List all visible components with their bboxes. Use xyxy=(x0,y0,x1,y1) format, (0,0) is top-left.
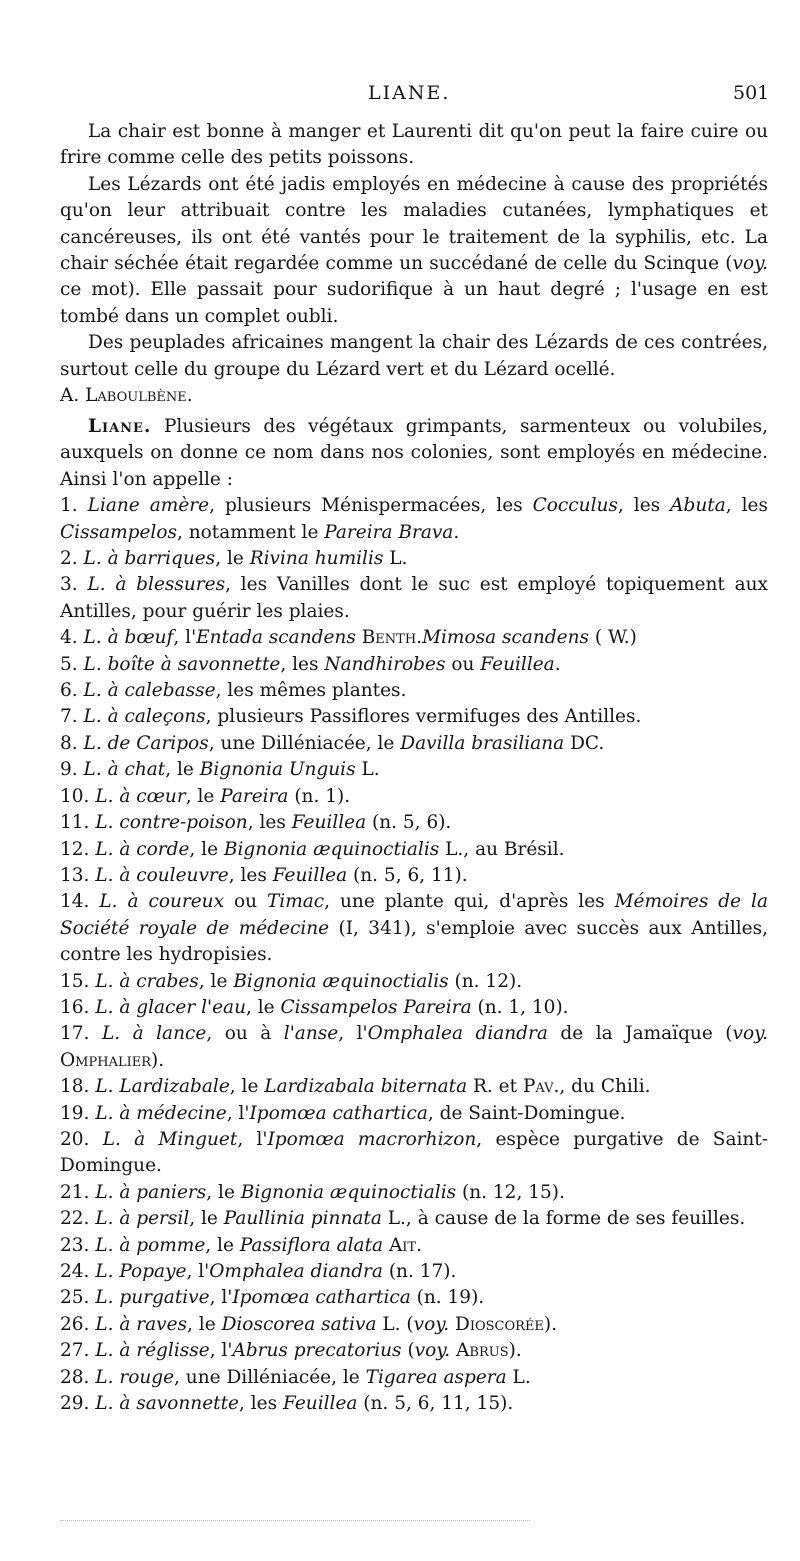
small-caps-run: Dioscorée xyxy=(455,1313,544,1335)
item-number: 19. xyxy=(60,1102,96,1124)
text-run: (I, 341), s'emploie avec succès aux Antilles, contre les hydropisies. xyxy=(60,917,768,966)
item-name: L. à coureux xyxy=(99,891,225,913)
paragraph: La chair est bonne à manger et Laurenti dit qu'on peut la faire cuire ou frire comme celle des petits poissons. xyxy=(60,121,768,169)
italic-run: Passiflora alata xyxy=(239,1234,384,1256)
item-name: L. boîte à savonnette xyxy=(83,653,281,675)
list-item xyxy=(60,1101,768,1127)
list-item xyxy=(60,995,768,1021)
text-run: , notamment le xyxy=(176,521,325,543)
item-name: L. purgative xyxy=(95,1287,210,1309)
small-caps-run: Ait. xyxy=(388,1234,422,1256)
italic-run: Bignonia Unguis xyxy=(199,759,356,781)
text-run: , le xyxy=(185,785,221,807)
item-number: 26. xyxy=(60,1313,96,1335)
text-run: , espèce purgative de Saint-Domingue. xyxy=(60,1128,768,1177)
italic-run: Dioscorea sativa xyxy=(221,1313,377,1335)
list-item xyxy=(60,1312,768,1338)
text-run: , ou à xyxy=(206,1023,284,1045)
list-item xyxy=(60,1074,768,1100)
item-number: 22. xyxy=(60,1208,96,1230)
text-run: , le xyxy=(215,548,250,570)
text-run: , l' xyxy=(237,1128,268,1150)
item-number: 24. xyxy=(60,1261,96,1282)
item-number: 28. xyxy=(60,1366,96,1388)
italic-run: Bignonia æquinoctialis xyxy=(240,1181,457,1203)
item-number: 6. xyxy=(60,680,84,702)
text-run: , du Chili. xyxy=(559,1076,651,1098)
text-run: , une Dilléniacée, le xyxy=(208,732,401,754)
text-run: L. xyxy=(383,548,408,570)
text-run: , les Vanilles dont le suc est employé topiquement aux Antilles, pour guérir les plaies. xyxy=(60,574,768,622)
text-run: , le xyxy=(189,1208,224,1230)
italic-run: Feuillea xyxy=(480,653,555,675)
italic-run: Paullinia pinnata xyxy=(223,1208,382,1230)
item-number: 2. xyxy=(60,548,84,570)
text-run: . xyxy=(554,653,561,675)
text-run: W.) xyxy=(602,627,637,649)
small-caps-run: Abrus xyxy=(456,1340,509,1362)
text-run: , l' xyxy=(226,1102,250,1124)
text-run: , de Saint-Domingue. xyxy=(427,1102,626,1124)
text-run: , le xyxy=(189,838,224,860)
list-item xyxy=(60,493,768,546)
italic-run: Bignonia æquinoctialis xyxy=(223,838,440,860)
italic-run: Abrus precatorius xyxy=(232,1340,402,1362)
text-run: L., au Brésil. xyxy=(439,838,565,860)
text-run: , une Dilléniacée, le xyxy=(174,1366,366,1388)
list-item xyxy=(60,1259,768,1285)
list-item xyxy=(60,625,768,651)
text-run: , le xyxy=(246,996,281,1018)
running-title: LIANE. xyxy=(368,82,451,104)
list-item xyxy=(60,837,768,863)
text-run: , l' xyxy=(338,1023,368,1045)
item-name: L. à Minguet xyxy=(102,1128,238,1150)
list-item xyxy=(60,1233,768,1259)
author-signature: A. Laboulbène. xyxy=(60,385,193,407)
italic-run: Feuillea xyxy=(272,864,348,886)
list-item xyxy=(60,1127,768,1180)
text-run: , l' xyxy=(209,1287,233,1309)
list-item xyxy=(60,1365,768,1391)
item-number: 17. xyxy=(60,1023,102,1045)
italic-run: Abuta xyxy=(670,495,726,517)
item-number: 3. xyxy=(60,574,88,596)
italic-run: l'anse xyxy=(283,1023,339,1045)
text-run: ). xyxy=(508,1340,522,1362)
text-run: , les xyxy=(247,812,292,834)
text-run: Les Lézards ont été jadis employés en médecine à cause des propriétés qu'on leur attribuait contre les maladies cutanées, lymphatiques et cancéreuses, ils ont été vantés pour le traitement de la syphilis, etc. La chair séchée était regardée comme un succédané de celle du Scinque ( xyxy=(60,173,768,275)
item-name: L. à chat xyxy=(83,759,166,781)
list-item xyxy=(60,572,768,625)
item-number: 20. xyxy=(60,1128,103,1150)
italic-run: Lardizabala biternata xyxy=(264,1076,468,1098)
item-name: L. à réglisse xyxy=(95,1340,210,1362)
list-item xyxy=(60,652,768,678)
text-run: , les xyxy=(228,864,273,886)
item-name: L. contre-poison xyxy=(95,812,248,834)
item-name: L. à cœur xyxy=(95,785,186,807)
text-run: ou xyxy=(224,891,267,913)
text-run: ou xyxy=(445,653,481,675)
small-caps-run: Pav. xyxy=(522,1076,560,1098)
intro-text: Plusieurs des végétaux grimpants, sarmenteux ou volubiles, auxquels on donne ce nom dans nos colonies, sont employés en médecine. Ainsi l'on appelle : xyxy=(60,416,768,490)
text-run: , l' xyxy=(173,627,197,649)
item-name: L. à crabes xyxy=(95,970,199,992)
text-run: , les xyxy=(725,495,768,517)
item-name: L. à lance xyxy=(101,1023,207,1045)
text-run: ce mot). Elle passait pour sudorifique à un haut degré ; l'usage en est tombé dans un complet oubli. xyxy=(60,279,768,327)
list-item xyxy=(60,1021,768,1074)
item-name: L. de Caripos xyxy=(83,732,209,754)
item-name: L. Lardizabale xyxy=(95,1076,230,1098)
item-name: L. à savonnette xyxy=(95,1393,239,1415)
list-item xyxy=(60,1206,768,1232)
page-header xyxy=(0,80,800,110)
text-run: (n. 17). xyxy=(382,1261,457,1282)
headword: Liane. xyxy=(88,416,152,437)
text-run: (n. 1, 10). xyxy=(471,996,569,1018)
list-item xyxy=(60,704,768,730)
text-run: , le xyxy=(198,970,234,992)
item-number: 21. xyxy=(60,1181,96,1203)
text-run: ). xyxy=(543,1313,558,1335)
item-number: 5. xyxy=(60,653,84,675)
list-item xyxy=(60,757,768,783)
liane-list xyxy=(60,493,768,1417)
text-run: (n. 5, 6, 11). xyxy=(347,864,468,886)
item-name: L. à persil xyxy=(95,1208,190,1230)
text-run: , les xyxy=(238,1393,283,1415)
italic-run: Bignonia æquinoctialis xyxy=(233,970,449,992)
italic-run: voy. xyxy=(414,1340,451,1362)
list-item xyxy=(60,546,768,572)
italic-run: Mimosa scandens xyxy=(422,627,590,649)
italic-run: Ipomœa cathartica xyxy=(232,1287,411,1309)
paragraph xyxy=(60,172,768,330)
paragraph: Des peuplades africaines mangent la chair des Lézards de ces contrées, surtout celle du groupe du Lézard vert et du Lézard ocellé. xyxy=(60,332,768,380)
text-run: (n. 5, 6). xyxy=(366,812,452,834)
text-run: (n. 5, 6, 11, 15). xyxy=(357,1393,514,1415)
italic-run: Timac xyxy=(266,891,325,913)
italic-run: voy. xyxy=(732,253,768,275)
text-run: (n. 1). xyxy=(288,785,351,807)
item-name: L. à pomme xyxy=(95,1234,206,1256)
list-item xyxy=(60,889,768,968)
item-name: L. à caleçons xyxy=(83,706,206,728)
italic-run: Ipomœa cathartica xyxy=(249,1102,428,1124)
italic-run: voy. xyxy=(413,1313,450,1335)
footer-rule xyxy=(60,1520,530,1521)
italic-run: Entada scandens xyxy=(196,627,356,649)
item-number: 7. xyxy=(60,706,84,728)
italic-run: Nandhirobes xyxy=(324,653,446,675)
lezard-entry-end xyxy=(60,119,768,409)
item-name: L. rouge xyxy=(95,1366,175,1388)
list-item xyxy=(60,863,768,889)
item-name: L. à raves xyxy=(95,1313,188,1335)
liane-entry xyxy=(60,414,768,1417)
small-caps-run: Benth. xyxy=(361,627,423,649)
list-item xyxy=(60,1285,768,1311)
item-name: L. à médecine xyxy=(95,1102,227,1124)
list-item xyxy=(60,731,768,757)
italic-run: Cocculus xyxy=(532,495,618,517)
text-run: L. xyxy=(355,759,380,781)
item-number: 18. xyxy=(60,1076,96,1098)
list-item xyxy=(60,810,768,836)
text-run: , plusieurs Ménispermacées, les xyxy=(209,495,533,517)
text-run: , plusieurs Passiflores vermifuges des Antilles. xyxy=(205,706,642,728)
item-name: L. à calebasse xyxy=(83,680,216,702)
item-name: Liane amère xyxy=(87,495,210,517)
italic-run: Cissampelos xyxy=(60,521,177,543)
text-run: L. xyxy=(506,1366,531,1388)
italic-run: Davilla brasiliana xyxy=(400,732,565,754)
text-run: DC. xyxy=(564,732,605,754)
italic-run: Mémoires de la Société royale de médecine xyxy=(60,891,768,939)
text-run: , les xyxy=(280,653,325,675)
item-number: 15. xyxy=(60,970,96,992)
item-number: 29. xyxy=(60,1393,96,1415)
text-run: , l' xyxy=(186,1261,210,1282)
item-number: 14. xyxy=(60,891,100,913)
italic-run: Pareira xyxy=(220,785,289,807)
text-run: , le xyxy=(206,1181,241,1203)
text-run: (n. 12). xyxy=(448,970,523,992)
list-item xyxy=(60,969,768,995)
italic-run: voy. xyxy=(732,1023,768,1045)
item-number: 10. xyxy=(60,785,96,807)
italic-run: Omphalea diandra xyxy=(209,1261,383,1282)
italic-run: Tigarea aspera xyxy=(365,1366,507,1388)
italic-run: Omphalea diandra xyxy=(367,1023,548,1045)
list-item xyxy=(60,1180,768,1206)
text-run: , l' xyxy=(209,1340,233,1362)
item-name: L. à glacer l'eau xyxy=(95,996,246,1018)
list-item xyxy=(60,678,768,704)
item-number: 9. xyxy=(60,759,84,781)
entry-intro xyxy=(60,414,768,493)
text-run: , une plante qui, d'après les xyxy=(324,891,615,913)
item-name: L. à corde xyxy=(95,838,190,860)
italic-run: Feuillea xyxy=(291,812,367,834)
item-number: 25. xyxy=(60,1287,96,1309)
list-item xyxy=(60,1391,768,1417)
text-run: L. ( xyxy=(376,1313,414,1335)
item-number: 27. xyxy=(60,1340,96,1362)
text-run: , le xyxy=(165,759,200,781)
text-run: ( xyxy=(589,627,603,649)
small-caps-run: Omphalier xyxy=(60,1049,151,1071)
italic-run: Cissampelos Pareira xyxy=(280,996,472,1018)
text-run: (n. 12, 15). xyxy=(456,1181,565,1203)
text-run: L., à cause de la forme de ses feuilles. xyxy=(381,1208,746,1230)
text-run: . xyxy=(453,521,460,543)
item-name: L. Popaye xyxy=(95,1261,187,1282)
item-name: L. à couleuvre xyxy=(95,864,229,886)
item-number: 11. xyxy=(60,812,96,834)
italic-run: Pareira Brava xyxy=(324,521,454,543)
item-number: 23. xyxy=(60,1234,96,1256)
text-run: ( xyxy=(401,1340,415,1362)
list-item xyxy=(60,784,768,810)
item-number: 8. xyxy=(60,732,84,754)
text-run: , le xyxy=(205,1234,240,1256)
item-name: L. à blessures xyxy=(87,574,226,596)
item-number: 12. xyxy=(60,838,96,860)
text-run: , le xyxy=(187,1313,222,1335)
italic-run: Rivina humilis xyxy=(249,548,384,570)
text-run: (n. 19). xyxy=(410,1287,485,1309)
item-number: 4. xyxy=(60,627,84,649)
text-run: , le xyxy=(229,1076,265,1098)
italic-run: Feuillea xyxy=(283,1393,358,1415)
item-number: 16. xyxy=(60,996,96,1018)
item-name: L. à bœuf xyxy=(83,627,174,649)
italic-run: Ipomœa macrorhizon xyxy=(267,1128,477,1150)
item-number: 13. xyxy=(60,864,96,886)
text-run: de la Jamaïque ( xyxy=(547,1023,733,1045)
text-run: ). xyxy=(151,1049,165,1071)
item-name: L. à paniers xyxy=(95,1181,207,1203)
text-run: , les mêmes plantes. xyxy=(215,680,407,702)
item-name: L. à barriques xyxy=(83,548,216,570)
item-number: 1. xyxy=(60,495,88,517)
list-item xyxy=(60,1338,768,1364)
text-run: R. et xyxy=(467,1076,523,1098)
text-run: , les xyxy=(617,495,671,517)
page-number: 501 xyxy=(733,82,770,104)
